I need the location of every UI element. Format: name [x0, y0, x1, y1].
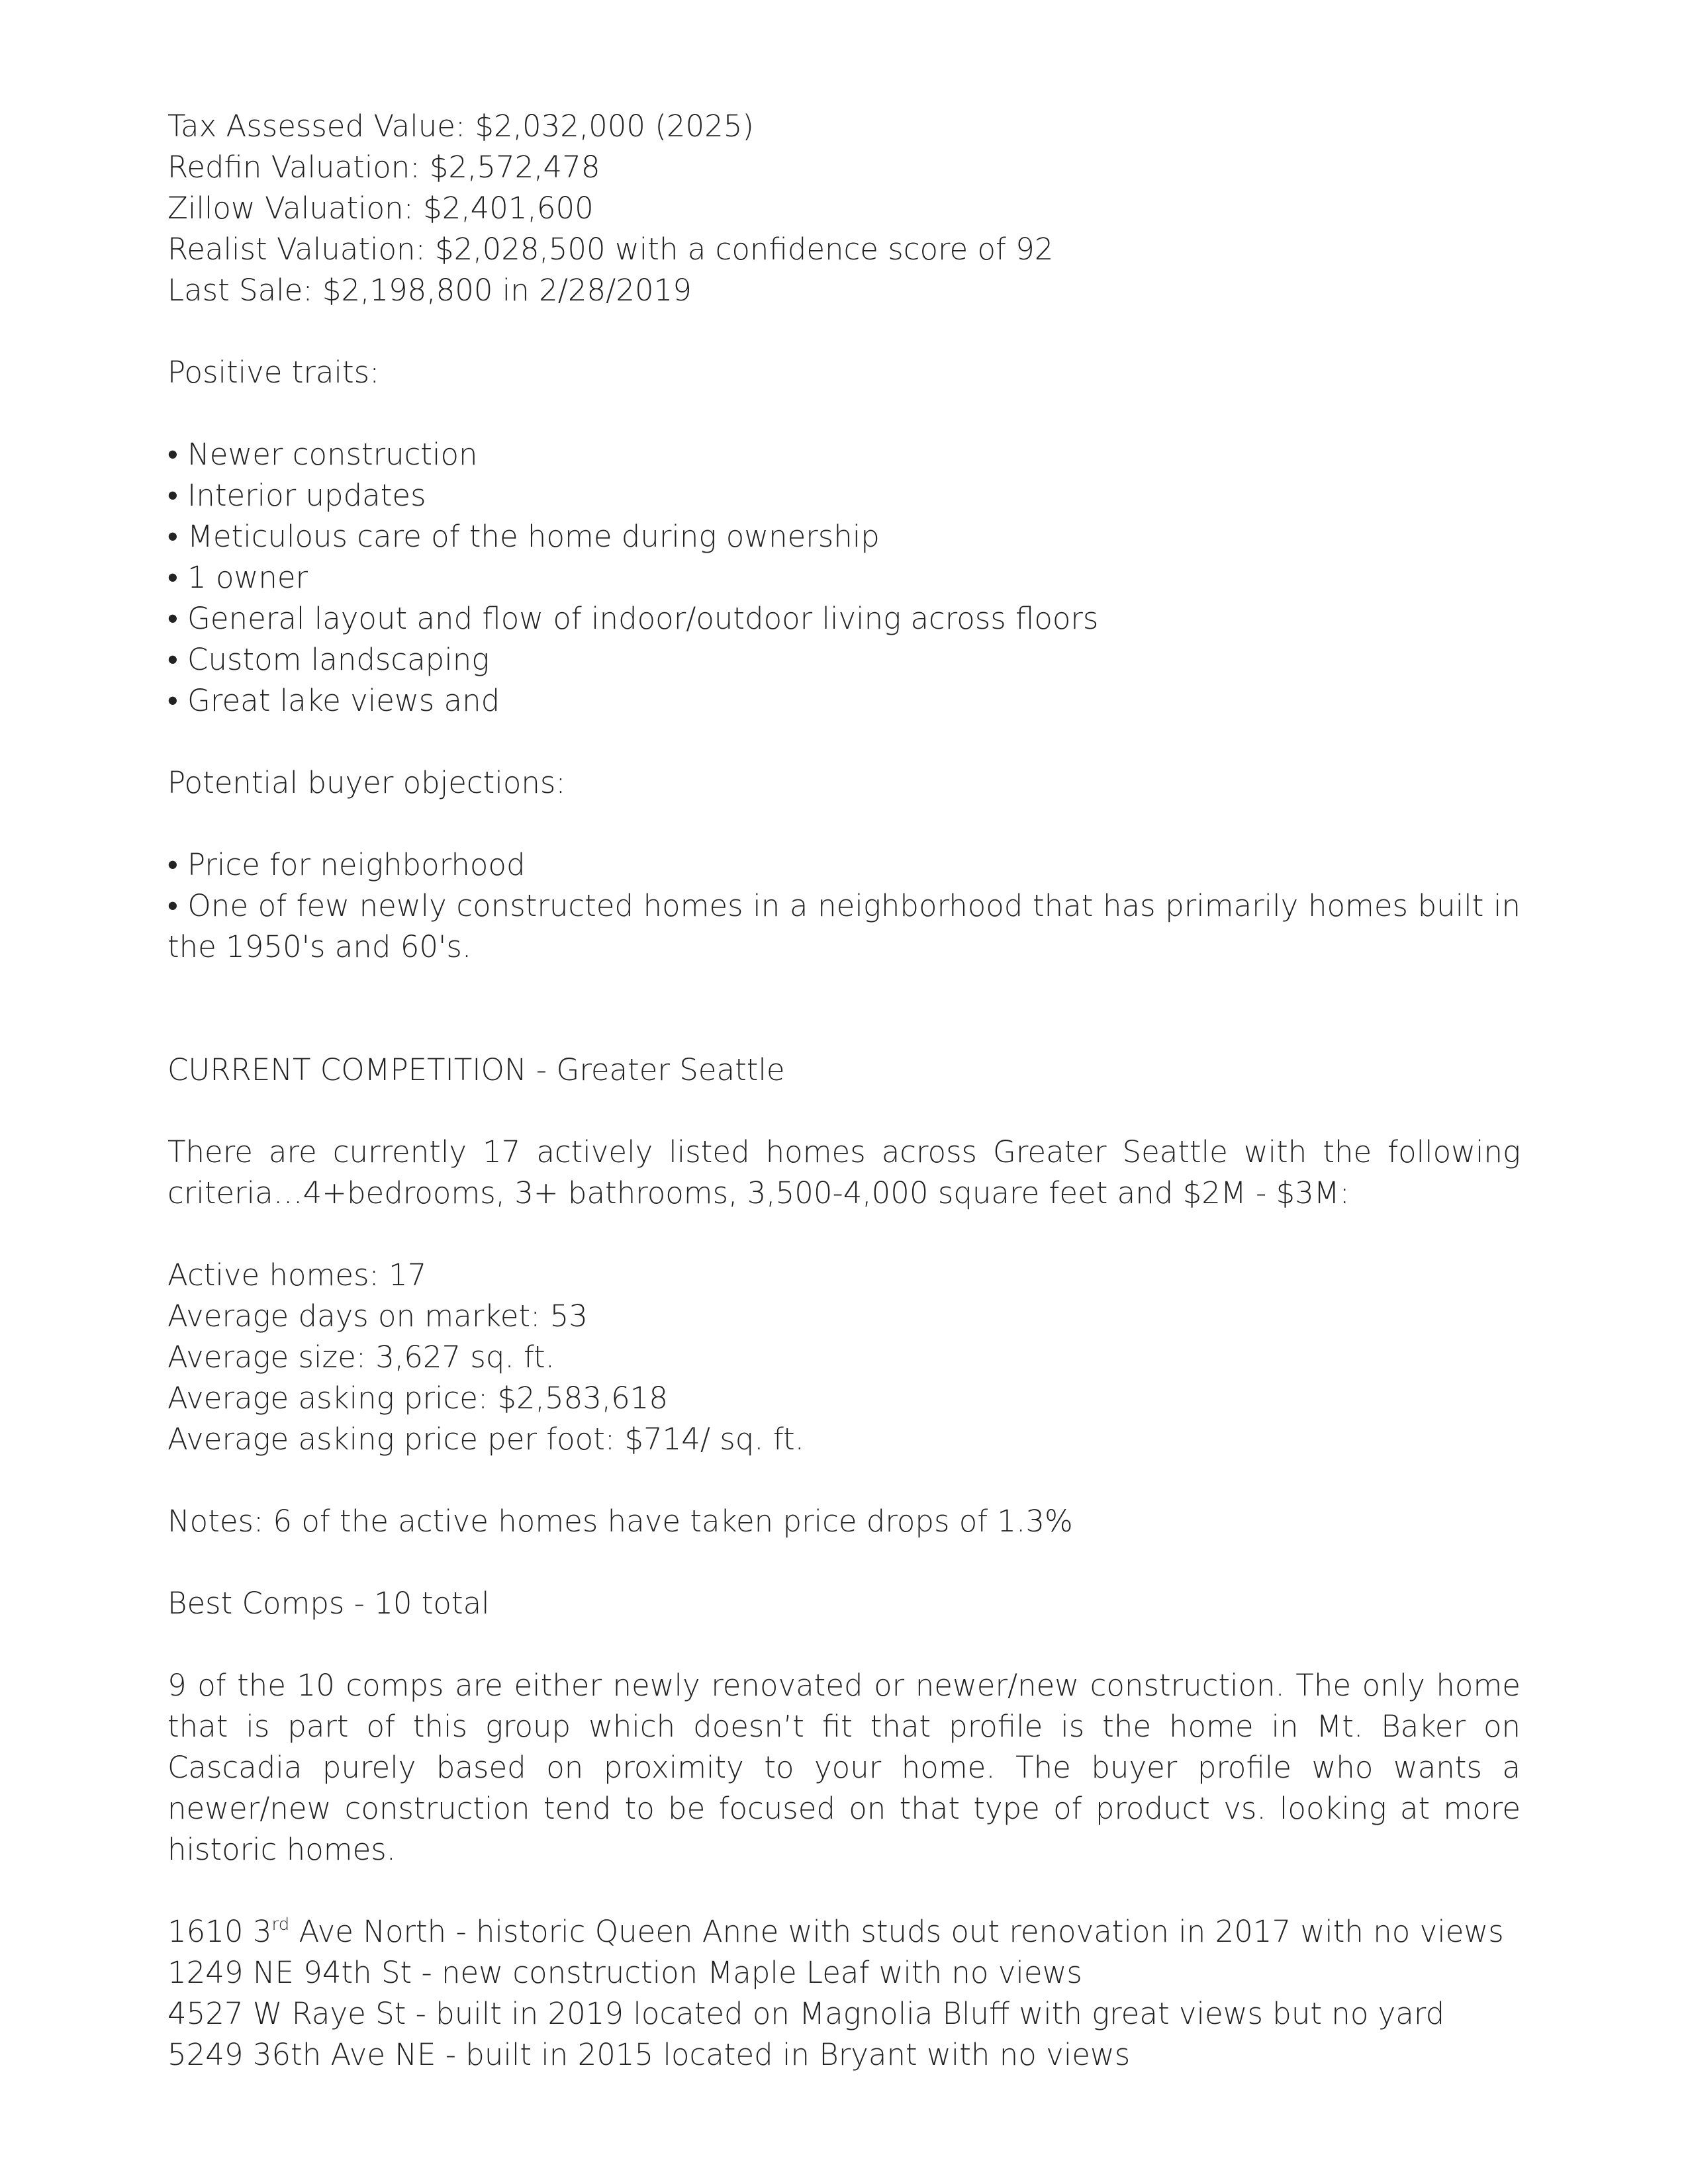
realist-valuation: Realist Valuation: $2,028,500 with a confidence score of 92 — [167, 232, 1054, 267]
objections-heading: Potential buyer objections: — [167, 765, 566, 800]
positive-trait-item: • Custom landscaping — [167, 642, 490, 677]
competition-stat: Average asking price per foot: $714/ sq. ft. — [167, 1422, 804, 1457]
redfin-valuation: Redfin Valuation: $2,572,478 — [167, 150, 600, 185]
spacer — [167, 1542, 1521, 1583]
competition-stat: Average asking price: $2,583,618 — [167, 1381, 669, 1416]
competition-heading: CURRENT COMPETITION - Greater Seattle — [167, 1052, 785, 1087]
comp-address-number: 1610 3 — [167, 1914, 272, 1949]
competition-intro: There are currently 17 actively listed homes across Greater Seattle with the following criteria…4+bedrooms, 3+ bathrooms, 3,500-4,000 square feet and $2M - $3M: — [167, 1134, 1521, 1210]
positive-traits-heading: Positive traits: — [167, 355, 380, 390]
positive-trait-item: • General layout and flow of indoor/outdoor living across floors — [167, 601, 1099, 636]
spacer — [167, 393, 1521, 434]
comp-item — [167, 1911, 1521, 1952]
competition-notes: Notes: 6 of the active homes have taken price drops of 1.3% — [167, 1504, 1073, 1539]
positive-trait-item: • Newer construction — [167, 437, 478, 472]
positive-trait-item: • Interior updates — [167, 478, 426, 513]
spacer — [167, 803, 1521, 844]
positive-trait-item: • Meticulous care of the home during ownership — [167, 519, 880, 554]
zillow-valuation: Zillow Valuation: $2,401,600 — [167, 191, 594, 226]
competition-stat: Average days on market: 53 — [167, 1298, 588, 1334]
spacer — [167, 721, 1521, 762]
spacer — [167, 311, 1521, 352]
comp-item: 5249 36th Ave NE - built in 2015 located in Bryant with no views — [167, 2037, 1131, 2072]
spacer — [167, 968, 1521, 1050]
objection-item: • Price for neighborhood — [167, 847, 526, 882]
comp-item: 4527 W Raye St - built in 2019 located on Magnolia Bluff with great views but no yard — [167, 1996, 1445, 2031]
last-sale: Last Sale: $2,198,800 in 2/28/2019 — [167, 273, 692, 308]
comp-description: Ave North - historic Queen Anne with studs out renovation in 2017 with no views — [289, 1914, 1504, 1949]
positive-trait-item: • Great lake views and — [167, 683, 500, 718]
document-page — [167, 106, 1521, 2075]
comp-item: 1249 NE 94th St - new construction Maple Leaf with no views — [167, 1955, 1082, 1990]
spacer — [167, 1624, 1521, 1665]
spacer — [167, 1460, 1521, 1501]
spacer — [167, 1870, 1521, 1911]
best-comps-description: 9 of the 10 comps are either newly renovated or newer/new construction. The only home that is part of this group which doesn’t fit that profile is the home in Mt. Baker on Cascadia purely based on proximity to your home. The buyer profile who wants a newer/new construction tend to be focused on that type of product vs. looking at more historic homes. — [167, 1668, 1521, 1867]
competition-stat: Active homes: 17 — [167, 1257, 427, 1293]
best-comps-heading: Best Comps - 10 total — [167, 1586, 490, 1621]
positive-trait-item: • 1 owner — [167, 560, 308, 595]
spacer — [167, 1214, 1521, 1255]
spacer — [167, 1091, 1521, 1132]
tax-assessed-value: Tax Assessed Value: $2,032,000 (2025) — [167, 109, 754, 144]
objection-item: • One of few newly constructed homes in a neighborhood that has primarily homes built in the 1950's and 60's. — [167, 888, 1521, 964]
ordinal-superscript: rd — [271, 1915, 290, 1934]
competition-stat: Average size: 3,627 sq. ft. — [167, 1340, 555, 1375]
